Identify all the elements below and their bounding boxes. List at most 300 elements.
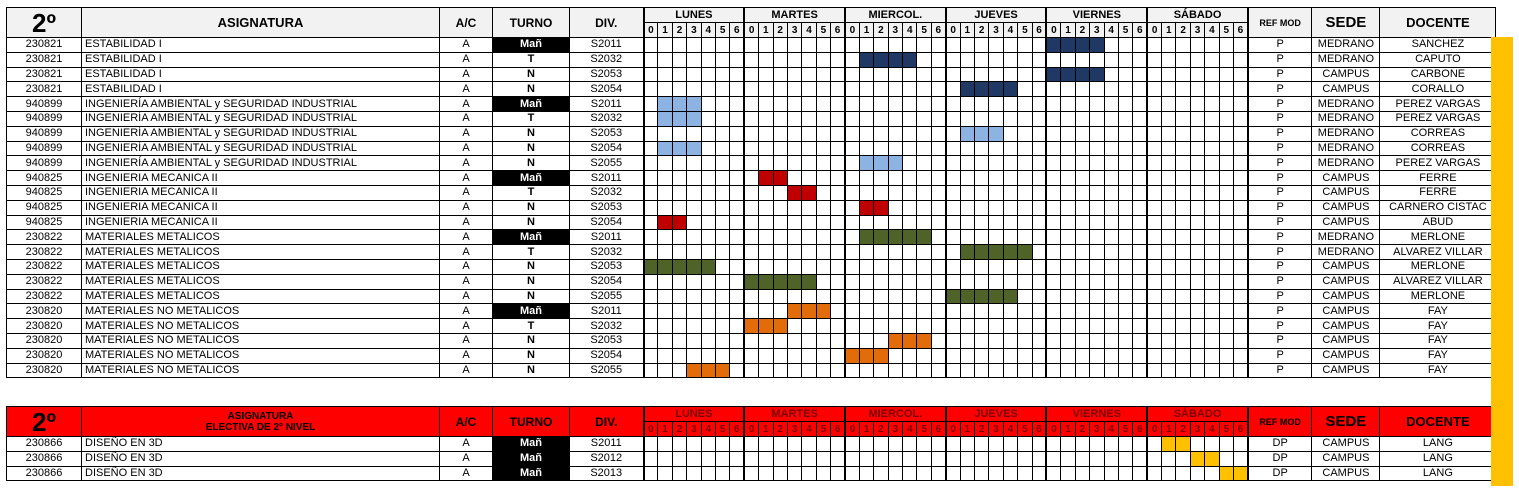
- schedule-slot: [1032, 451, 1046, 466]
- schedule-slot: [903, 82, 917, 97]
- schedule-slot: [1219, 52, 1233, 67]
- schedule-slot: [715, 52, 729, 67]
- schedule-slot: [816, 466, 830, 481]
- schedule-slot: [1234, 437, 1248, 452]
- schedule-slot: [802, 156, 816, 171]
- schedule-slot: [759, 215, 773, 230]
- schedule-slot: [1104, 348, 1118, 363]
- schedule-slot: [687, 245, 701, 260]
- schedule-slot: [744, 185, 758, 200]
- schedule-slot: [644, 82, 658, 97]
- schedule-slot: [687, 156, 701, 171]
- schedule-slot: [1147, 348, 1161, 363]
- schedule-slot: [874, 171, 888, 186]
- schedule-slot: [1176, 215, 1190, 230]
- schedule-slot: [687, 304, 701, 319]
- schedule-slot: [946, 82, 960, 97]
- schedule-slot: [1118, 333, 1132, 348]
- schedule-slot: [701, 111, 715, 126]
- schedule-slot: [931, 363, 945, 378]
- schedule-slot: [773, 451, 787, 466]
- schedule-slot: [773, 289, 787, 304]
- turno-header: TURNO: [493, 8, 570, 38]
- schedule-slot: [658, 52, 672, 67]
- schedule-slot: [1075, 451, 1089, 466]
- schedule-slot: [1205, 289, 1219, 304]
- schedule-slot: [888, 289, 902, 304]
- turno-value: T: [493, 319, 570, 334]
- schedule-slot: [715, 437, 729, 452]
- schedule-slot: [1118, 67, 1132, 82]
- schedule-slot: [1190, 126, 1204, 141]
- schedule-slot: [1205, 319, 1219, 334]
- schedule-slot: [715, 97, 729, 112]
- subject-name: MATERIALES METALICOS: [82, 245, 440, 260]
- schedule-slot: [816, 289, 830, 304]
- refmod-value: P: [1248, 363, 1312, 378]
- schedule-slot: [715, 289, 729, 304]
- schedule-slot: [974, 319, 988, 334]
- slot-number-header: 3: [1090, 23, 1104, 38]
- schedule-slot: [859, 38, 873, 53]
- turno-value: N: [493, 274, 570, 289]
- schedule-slot: [888, 215, 902, 230]
- schedule-block: [759, 274, 773, 289]
- division-value: S2032: [570, 245, 644, 260]
- schedule-slot: [1234, 289, 1248, 304]
- schedule-slot: [1032, 259, 1046, 274]
- schedule-slot: [773, 126, 787, 141]
- sede-value: CAMPUS: [1312, 319, 1380, 334]
- schedule-slot: [1032, 171, 1046, 186]
- schedule-slot: [672, 466, 686, 481]
- turno-value: Mañ: [493, 97, 570, 112]
- schedule-slot: [1190, 111, 1204, 126]
- schedule-block: [1234, 466, 1248, 481]
- slot-number-header: 4: [903, 23, 917, 38]
- schedule-slot: [1147, 156, 1161, 171]
- slot-number-header: 0: [744, 422, 758, 437]
- schedule-block: [701, 259, 715, 274]
- schedule-slot: [859, 319, 873, 334]
- schedule-slot: [1003, 141, 1017, 156]
- schedule-slot: [1205, 97, 1219, 112]
- schedule-slot: [1090, 171, 1104, 186]
- schedule-slot: [687, 274, 701, 289]
- refmod-value: P: [1248, 82, 1312, 97]
- slot-number-header: 5: [1018, 422, 1032, 437]
- schedule-slot: [1205, 126, 1219, 141]
- schedule-slot: [701, 333, 715, 348]
- schedule-slot: [1147, 97, 1161, 112]
- schedule-slot: [730, 171, 744, 186]
- schedule-slot: [917, 319, 931, 334]
- schedule-slot: [1219, 348, 1233, 363]
- schedule-slot: [831, 289, 845, 304]
- slot-number-header: 2: [672, 23, 686, 38]
- schedule-slot: [1090, 82, 1104, 97]
- schedule-slot: [658, 200, 672, 215]
- schedule-slot: [888, 319, 902, 334]
- schedule-slot: [744, 111, 758, 126]
- schedule-slot: [787, 333, 801, 348]
- schedule-slot: [960, 466, 974, 481]
- schedule-slot: [888, 245, 902, 260]
- schedule-slot: [989, 67, 1003, 82]
- schedule-slot: [1075, 185, 1089, 200]
- schedule-slot: [1018, 215, 1032, 230]
- schedule-slot: [946, 111, 960, 126]
- schedule-slot: [701, 304, 715, 319]
- division-value: S2011: [570, 230, 644, 245]
- schedule-slot: [1061, 111, 1075, 126]
- schedule-slot: [802, 348, 816, 363]
- schedule-slot: [931, 82, 945, 97]
- schedule-slot: [1133, 259, 1147, 274]
- schedule-slot: [989, 38, 1003, 53]
- schedule-slot: [802, 437, 816, 452]
- schedule-slot: [1162, 289, 1176, 304]
- schedule-block: [888, 230, 902, 245]
- docente-value: MERLONE: [1380, 289, 1496, 304]
- schedule-slot: [1162, 466, 1176, 481]
- schedule-slot: [1234, 97, 1248, 112]
- schedule-slot: [1003, 451, 1017, 466]
- division-value: S2011: [570, 437, 644, 452]
- docente-value: LANG: [1380, 451, 1496, 466]
- schedule-slot: [1219, 156, 1233, 171]
- schedule-block: [946, 289, 960, 304]
- schedule-slot: [845, 67, 859, 82]
- schedule-slot: [1018, 319, 1032, 334]
- schedule-slot: [1090, 319, 1104, 334]
- schedule-slot: [672, 245, 686, 260]
- schedule-slot: [859, 111, 873, 126]
- schedule-slot: [672, 171, 686, 186]
- subject-code: 230820: [7, 333, 82, 348]
- schedule-slot: [816, 38, 830, 53]
- schedule-slot: [816, 185, 830, 200]
- schedule-slot: [859, 97, 873, 112]
- schedule-slot: [1104, 363, 1118, 378]
- schedule-slot: [974, 451, 988, 466]
- schedule-slot: [802, 245, 816, 260]
- schedule-slot: [1018, 141, 1032, 156]
- schedule-slot: [1003, 319, 1017, 334]
- schedule-slot: [802, 215, 816, 230]
- refmod-value: DP: [1248, 466, 1312, 481]
- schedule-slot: [744, 245, 758, 260]
- subject-code: 230821: [7, 52, 82, 67]
- schedule-slot: [831, 97, 845, 112]
- schedule-slot: [644, 185, 658, 200]
- turno-value: T: [493, 245, 570, 260]
- schedule-slot: [1061, 274, 1075, 289]
- turno-value: N: [493, 289, 570, 304]
- schedule-slot: [802, 82, 816, 97]
- schedule-slot: [1162, 230, 1176, 245]
- schedule-slot: [759, 141, 773, 156]
- schedule-slot: [989, 348, 1003, 363]
- schedule-slot: [773, 363, 787, 378]
- schedule-slot: [644, 451, 658, 466]
- sede-value: MEDRANO: [1312, 156, 1380, 171]
- table-row: [7, 274, 1496, 289]
- slot-number-header: 0: [946, 23, 960, 38]
- slot-number-header: 2: [1176, 422, 1190, 437]
- slot-number-header: 2: [974, 422, 988, 437]
- schedule-slot: [831, 38, 845, 53]
- schedule-slot: [974, 156, 988, 171]
- schedule-block: [859, 230, 873, 245]
- sede-header: SEDE: [1312, 8, 1380, 38]
- subject-code: 230822: [7, 230, 82, 245]
- schedule-block: [658, 215, 672, 230]
- schedule-slot: [1176, 451, 1190, 466]
- slot-number-header: 6: [730, 422, 744, 437]
- schedule-slot: [787, 245, 801, 260]
- schedule-slot: [974, 185, 988, 200]
- schedule-slot: [859, 274, 873, 289]
- day-header-martes: MARTES: [744, 407, 845, 422]
- schedule-slot: [816, 437, 830, 452]
- schedule-slot: [859, 185, 873, 200]
- schedule-slot: [1118, 52, 1132, 67]
- schedule-slot: [744, 348, 758, 363]
- schedule-slot: [1176, 97, 1190, 112]
- refmod-value: P: [1248, 171, 1312, 186]
- schedule-slot: [759, 348, 773, 363]
- schedule-slot: [931, 289, 945, 304]
- docente-value: CORREAS: [1380, 141, 1496, 156]
- schedule-slot: [946, 215, 960, 230]
- schedule-block: [874, 156, 888, 171]
- schedule-slot: [931, 245, 945, 260]
- schedule-slot: [989, 215, 1003, 230]
- schedule-slot: [1133, 245, 1147, 260]
- schedule-slot: [1162, 97, 1176, 112]
- schedule-block: [903, 52, 917, 67]
- subject-name: INGENIERÍA AMBIENTAL y SEGURIDAD INDUSTRIAL: [82, 97, 440, 112]
- schedule-slot: [931, 230, 945, 245]
- schedule-slot: [658, 333, 672, 348]
- schedule-slot: [672, 274, 686, 289]
- schedule-slot: [1090, 274, 1104, 289]
- schedule-slot: [974, 230, 988, 245]
- subject-name: MATERIALES NO METALICOS: [82, 348, 440, 363]
- schedule-slot: [1147, 185, 1161, 200]
- schedule-slot: [989, 156, 1003, 171]
- table-row: [7, 38, 1496, 53]
- schedule-slot: [1018, 111, 1032, 126]
- division-value: S2032: [570, 111, 644, 126]
- schedule-slot: [859, 245, 873, 260]
- schedule-slot: [701, 466, 715, 481]
- slot-number-header: 0: [845, 422, 859, 437]
- schedule-slot: [931, 451, 945, 466]
- docente-value: FAY: [1380, 348, 1496, 363]
- schedule-slot: [989, 200, 1003, 215]
- schedule-slot: [773, 333, 787, 348]
- schedule-block: [888, 52, 902, 67]
- schedule-slot: [1090, 185, 1104, 200]
- header-row-days: [7, 407, 1496, 422]
- slot-number-header: 0: [644, 422, 658, 437]
- schedule-slot: [1219, 319, 1233, 334]
- schedule-slot: [974, 52, 988, 67]
- schedule-slot: [802, 319, 816, 334]
- schedule-slot: [1090, 451, 1104, 466]
- schedule-slot: [1090, 97, 1104, 112]
- schedule-slot: [859, 82, 873, 97]
- schedule-block: [888, 156, 902, 171]
- schedule-slot: [802, 259, 816, 274]
- schedule-slot: [1018, 156, 1032, 171]
- schedule-slot: [816, 274, 830, 289]
- schedule-slot: [989, 259, 1003, 274]
- schedule-slot: [1075, 319, 1089, 334]
- schedule-slot: [1090, 215, 1104, 230]
- subject-name: DISEÑO EN 3D: [82, 437, 440, 452]
- schedule-slot: [1003, 363, 1017, 378]
- schedule-slot: [1176, 141, 1190, 156]
- schedule-slot: [1190, 259, 1204, 274]
- schedule-slot: [917, 245, 931, 260]
- schedule-slot: [701, 126, 715, 141]
- division-value: S2054: [570, 141, 644, 156]
- schedule-slot: [744, 230, 758, 245]
- schedule-slot: [730, 67, 744, 82]
- schedule-block: [802, 304, 816, 319]
- schedule-slot: [1075, 466, 1089, 481]
- schedule-slot: [715, 82, 729, 97]
- docente-value: CARBONE: [1380, 67, 1496, 82]
- schedule-slot: [1133, 230, 1147, 245]
- schedule-slot: [1075, 82, 1089, 97]
- schedule-slot: [1176, 111, 1190, 126]
- schedule-slot: [715, 200, 729, 215]
- schedule-slot: [1104, 319, 1118, 334]
- schedule-slot: [701, 274, 715, 289]
- schedule-slot: [816, 333, 830, 348]
- schedule-slot: [1176, 466, 1190, 481]
- schedule-slot: [903, 363, 917, 378]
- schedule-slot: [1190, 38, 1204, 53]
- day-header-jueves: JUEVES: [946, 407, 1047, 422]
- schedule-slot: [687, 38, 701, 53]
- schedule-slot: [730, 141, 744, 156]
- sede-value: CAMPUS: [1312, 82, 1380, 97]
- schedule-slot: [1046, 348, 1060, 363]
- schedule-slot: [1003, 333, 1017, 348]
- schedule-slot: [931, 126, 945, 141]
- schedule-slot: [1018, 171, 1032, 186]
- subject-name: MATERIALES METALICOS: [82, 289, 440, 304]
- schedule-slot: [1061, 363, 1075, 378]
- schedule-slot: [759, 156, 773, 171]
- schedule-slot: [1061, 259, 1075, 274]
- turno-value: T: [493, 111, 570, 126]
- sede-value: CAMPUS: [1312, 333, 1380, 348]
- schedule-slot: [1147, 466, 1161, 481]
- slot-number-header: 5: [917, 23, 931, 38]
- refmod-header: REF MOD: [1248, 8, 1312, 38]
- schedule-slot: [1018, 333, 1032, 348]
- schedule-slot: [1104, 289, 1118, 304]
- schedule-slot: [1147, 363, 1161, 378]
- schedule-block: [903, 230, 917, 245]
- slot-number-header: 1: [759, 23, 773, 38]
- schedule-slot: [1133, 67, 1147, 82]
- schedule-block: [1162, 437, 1176, 452]
- schedule-slot: [831, 259, 845, 274]
- schedule-slot: [874, 289, 888, 304]
- schedule-slot: [974, 67, 988, 82]
- schedule-slot: [888, 451, 902, 466]
- schedule-slot: [974, 38, 988, 53]
- schedule-slot: [1162, 215, 1176, 230]
- docente-value: FAY: [1380, 319, 1496, 334]
- schedule-slot: [1234, 348, 1248, 363]
- schedule-block: [787, 185, 801, 200]
- schedule-slot: [730, 156, 744, 171]
- schedule-slot: [931, 215, 945, 230]
- schedule-slot: [946, 363, 960, 378]
- subject-code: 940825: [7, 200, 82, 215]
- schedule-slot: [701, 52, 715, 67]
- schedule-slot: [1090, 230, 1104, 245]
- slot-number-header: 3: [989, 23, 1003, 38]
- schedule-slot: [831, 230, 845, 245]
- schedule-slot: [1190, 466, 1204, 481]
- schedule-slot: [687, 200, 701, 215]
- sede-value: CAMPUS: [1312, 363, 1380, 378]
- schedule-slot: [888, 363, 902, 378]
- schedule-slot: [658, 466, 672, 481]
- schedule-slot: [859, 67, 873, 82]
- day-header-miercoles: MIERCOL.: [845, 407, 946, 422]
- schedule-slot: [960, 67, 974, 82]
- schedule-slot: [1118, 274, 1132, 289]
- schedule-slot: [974, 333, 988, 348]
- schedule-slot: [1205, 348, 1219, 363]
- schedule-slot: [1219, 451, 1233, 466]
- schedule-slot: [1018, 348, 1032, 363]
- table-row: [7, 52, 1496, 67]
- schedule-slot: [715, 319, 729, 334]
- schedule-slot: [1046, 289, 1060, 304]
- slot-number-header: 0: [644, 23, 658, 38]
- table-row: [7, 171, 1496, 186]
- slot-number-header: 5: [1219, 422, 1233, 437]
- schedule-slot: [974, 259, 988, 274]
- schedule-slot: [744, 363, 758, 378]
- schedule-slot: [845, 304, 859, 319]
- schedule-slot: [874, 215, 888, 230]
- schedule-slot: [903, 466, 917, 481]
- schedule-slot: [658, 230, 672, 245]
- schedule-slot: [845, 333, 859, 348]
- schedule-slot: [1205, 156, 1219, 171]
- schedule-slot: [1234, 230, 1248, 245]
- schedule-slot: [1234, 126, 1248, 141]
- schedule-slot: [1075, 259, 1089, 274]
- schedule-slot: [917, 67, 931, 82]
- schedule-slot: [831, 82, 845, 97]
- schedule-slot: [1090, 289, 1104, 304]
- schedule-slot: [903, 97, 917, 112]
- schedule-slot: [903, 274, 917, 289]
